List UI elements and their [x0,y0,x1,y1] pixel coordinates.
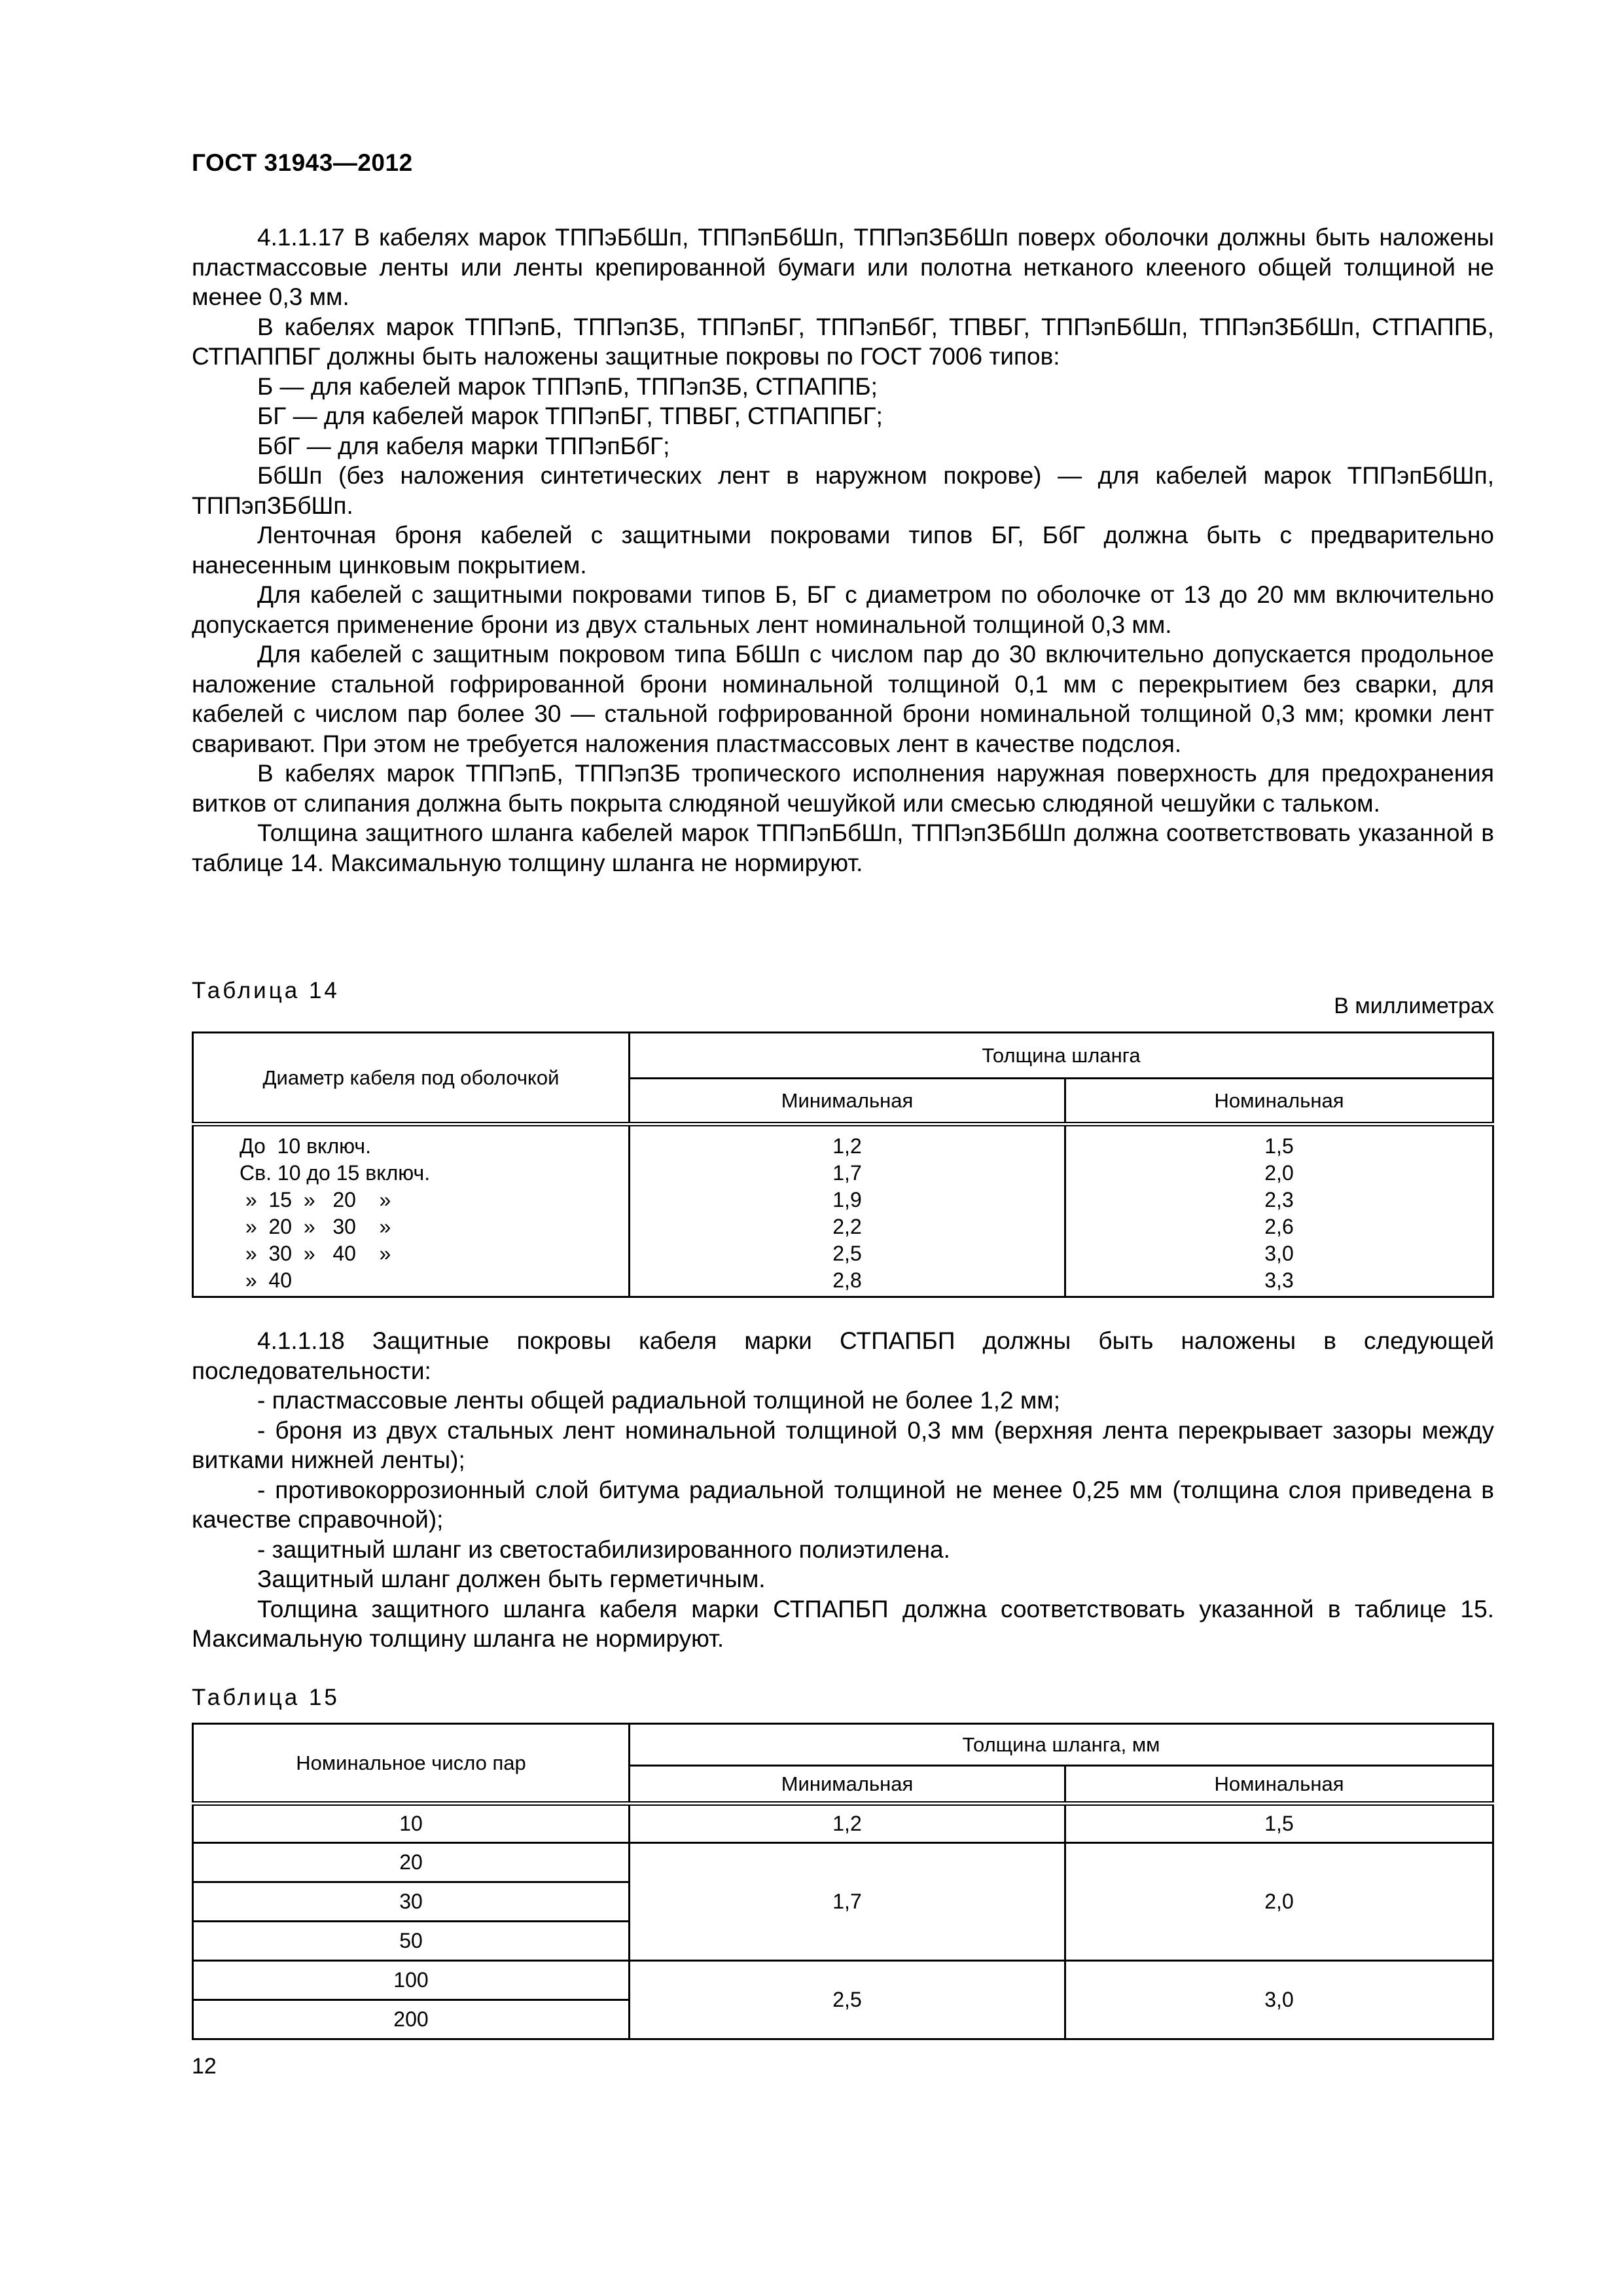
table-cell-diameter: » 40 [240,1268,293,1292]
paragraph: Б — для кабелей марок ТППэпБ, ТППэпЗБ, СТПАППБ; [257,372,878,400]
table-15-caption: Таблица 15 [192,1685,340,1710]
table-14-min-column [630,1124,1065,1297]
table-cell-pairs: 30 [193,1882,630,1922]
table-cell-min: 2,2 [832,1215,862,1238]
paragraph: БбГ — для кабеля марки ТППэпБбГ; [257,432,670,459]
paragraph: - пластмассовые ленты общей радиальной толщиной не более 1,2 мм; [257,1387,1061,1414]
table-cell-nom: 2,0 [1264,1161,1294,1185]
paragraph: БбШп (без наложения синтетических лент в наружном покрове) — для кабелей марок ТППэпБбШп, ТППэпЗБбШп. [192,462,1494,519]
table-cell-min: 2,8 [832,1268,862,1292]
table-cell-nom: 2,6 [1264,1215,1294,1238]
table-15-header-thickness: Толщина шланга, мм [630,1724,1493,1766]
table-cell-diameter: » 30 » 40 » [240,1242,391,1265]
table-cell-min: 1,2 [630,1804,1065,1843]
table-cell-nom: 2,3 [1264,1188,1294,1211]
table-14-header-diameter: Диаметр кабеля под оболочкой [193,1033,630,1124]
paragraph: Защитный шланг должен быть герметичным. [257,1566,766,1592]
table-cell-min: 1,9 [832,1188,862,1211]
table-cell-min: 1,7 [832,1161,862,1185]
paragraph: В кабелях марок ТППэпБ, ТППэпЗБ тропического исполнения наружная поверхность для предохранения витков от слипания должна быть покрыта слюдяной чешуйкой или смесью слюдяной чешуйки с тальком. [192,760,1494,817]
table-14-header-thickness: Толщина шланга [630,1033,1493,1079]
table-14-nom-column [1065,1124,1493,1297]
paragraph: 4.1.1.17 В кабелях марок ТППэБбШп, ТППэпБбШп, ТППэпЗБбШп поверх оболочки должны быть наложены пластмассовые ленты или ленты крепированной бумаги или полотна нетканого клееного общей толщиной не менее 0,3 мм. [192,224,1494,310]
table-15 [192,1723,1494,2040]
table-15-header-pairs: Номинальное число пар [193,1724,630,1804]
table-cell-nom: 3,3 [1264,1268,1294,1292]
table-cell-diameter: До 10 включ. [240,1134,371,1158]
table-14-header-min: Минимальная [630,1079,1065,1124]
paragraph: Толщина защитного шланга кабелей марок ТППэпБбШп, ТППэпЗБбШп должна соответствовать указанной в таблице 14. Максимальную толщину шланга не нормируют. [192,819,1494,876]
table-cell-pairs: 200 [193,2000,630,2039]
table-14 [192,1031,1494,1298]
paragraph: Толщина защитного шланга кабеля марки СТПАПБП должна соответствовать указанной в таблице 15. Максимальную толщину шланга не нормируют. [192,1595,1494,1652]
table-cell-nom: 1,5 [1065,1804,1493,1843]
table-cell-nom: 3,0 [1264,1242,1294,1265]
paragraph: Для кабелей с защитными покровами типов Б, БГ с диаметром по оболочке от 13 до 20 мм включительно допускается применение брони из двух стальных лент номинальной толщиной 0,3 мм. [192,581,1494,638]
table-cell-min: 1,2 [832,1134,862,1158]
table-cell-pairs: 100 [193,1961,630,2000]
paragraph: В кабелях марок ТППэпБ, ТППэпЗБ, ТППэпБГ, ТППэпБбГ, ТПВБГ, ТППэпБбШп, ТППэпЗБбШп, СТПАППБ, СТПАППБГ должны быть наложены защитные покровы по ГОСТ 7006 типов: [192,313,1494,370]
table-cell-diameter: » 15 » 20 » [240,1188,391,1211]
table-cell-nom: 2,0 [1065,1843,1493,1961]
table-14-caption: Таблица 14 [192,978,340,1003]
paragraph: Ленточная броня кабелей с защитными покровами типов БГ, БбГ должна быть с предварительно нанесенным цинковым покрытием. [192,522,1494,579]
document-header: ГОСТ 31943—2012 [192,149,413,176]
paragraph: - броня из двух стальных лент номинальной толщиной 0,3 мм (верхняя лента перекрывает зазоры между витками нижней ленты); [192,1416,1494,1473]
table-cell-nom: 3,0 [1065,1961,1493,2039]
table-14-diameter-column [193,1124,630,1297]
table-cell-pairs: 20 [193,1843,630,1882]
table-cell-min: 2,5 [832,1242,862,1265]
paragraph: - защитный шланг из светостабилизированного полиэтилена. [257,1535,950,1563]
paragraph: Для кабелей с защитным покровом типа БбШп с числом пар до 30 включительно допускается продольное наложение стальной гофрированной брони номинальной толщиной 0,1 мм с перекрытием без сварки, для кабелей с числом пар более 30 — стальной гофрированной брони номинальной толщиной 0,3 мм; кромки лент сваривают. При этом не требуется наложения пластмассовых лент в качестве подслоя. [192,641,1494,757]
table-14-unit-note: В миллиметрах [1334,994,1494,1018]
table-cell-nom: 1,5 [1264,1134,1294,1158]
section-4-1-1-18 [192,1326,1494,1654]
page-number: 12 [192,2054,217,2079]
table-cell-min: 2,5 [630,1961,1065,2039]
paragraph: БГ — для кабелей марок ТППэпБГ, ТПВБГ, СТПАППБГ; [257,403,883,429]
table-14-header-nom: Номинальная [1065,1079,1493,1124]
table-15-header-min: Минимальная [630,1766,1065,1804]
table-cell-min: 1,7 [630,1843,1065,1961]
table-cell-diameter: » 20 » 30 » [240,1215,391,1238]
table-cell-pairs: 50 [193,1922,630,1961]
table-cell-pairs: 10 [193,1804,630,1843]
paragraph: 4.1.1.18 Защитные покровы кабеля марки СТПАПБП должны быть наложены в следующей последовательности: [192,1327,1494,1384]
table-cell-diameter: Св. 10 до 15 включ. [240,1161,431,1185]
section-4-1-1-17 [192,223,1494,878]
paragraph: - противокоррозионный слой битума радиальной толщиной не менее 0,25 мм (толщина слоя приведена в качестве справочной); [192,1476,1494,1533]
table-15-header-nom: Номинальная [1065,1766,1493,1804]
